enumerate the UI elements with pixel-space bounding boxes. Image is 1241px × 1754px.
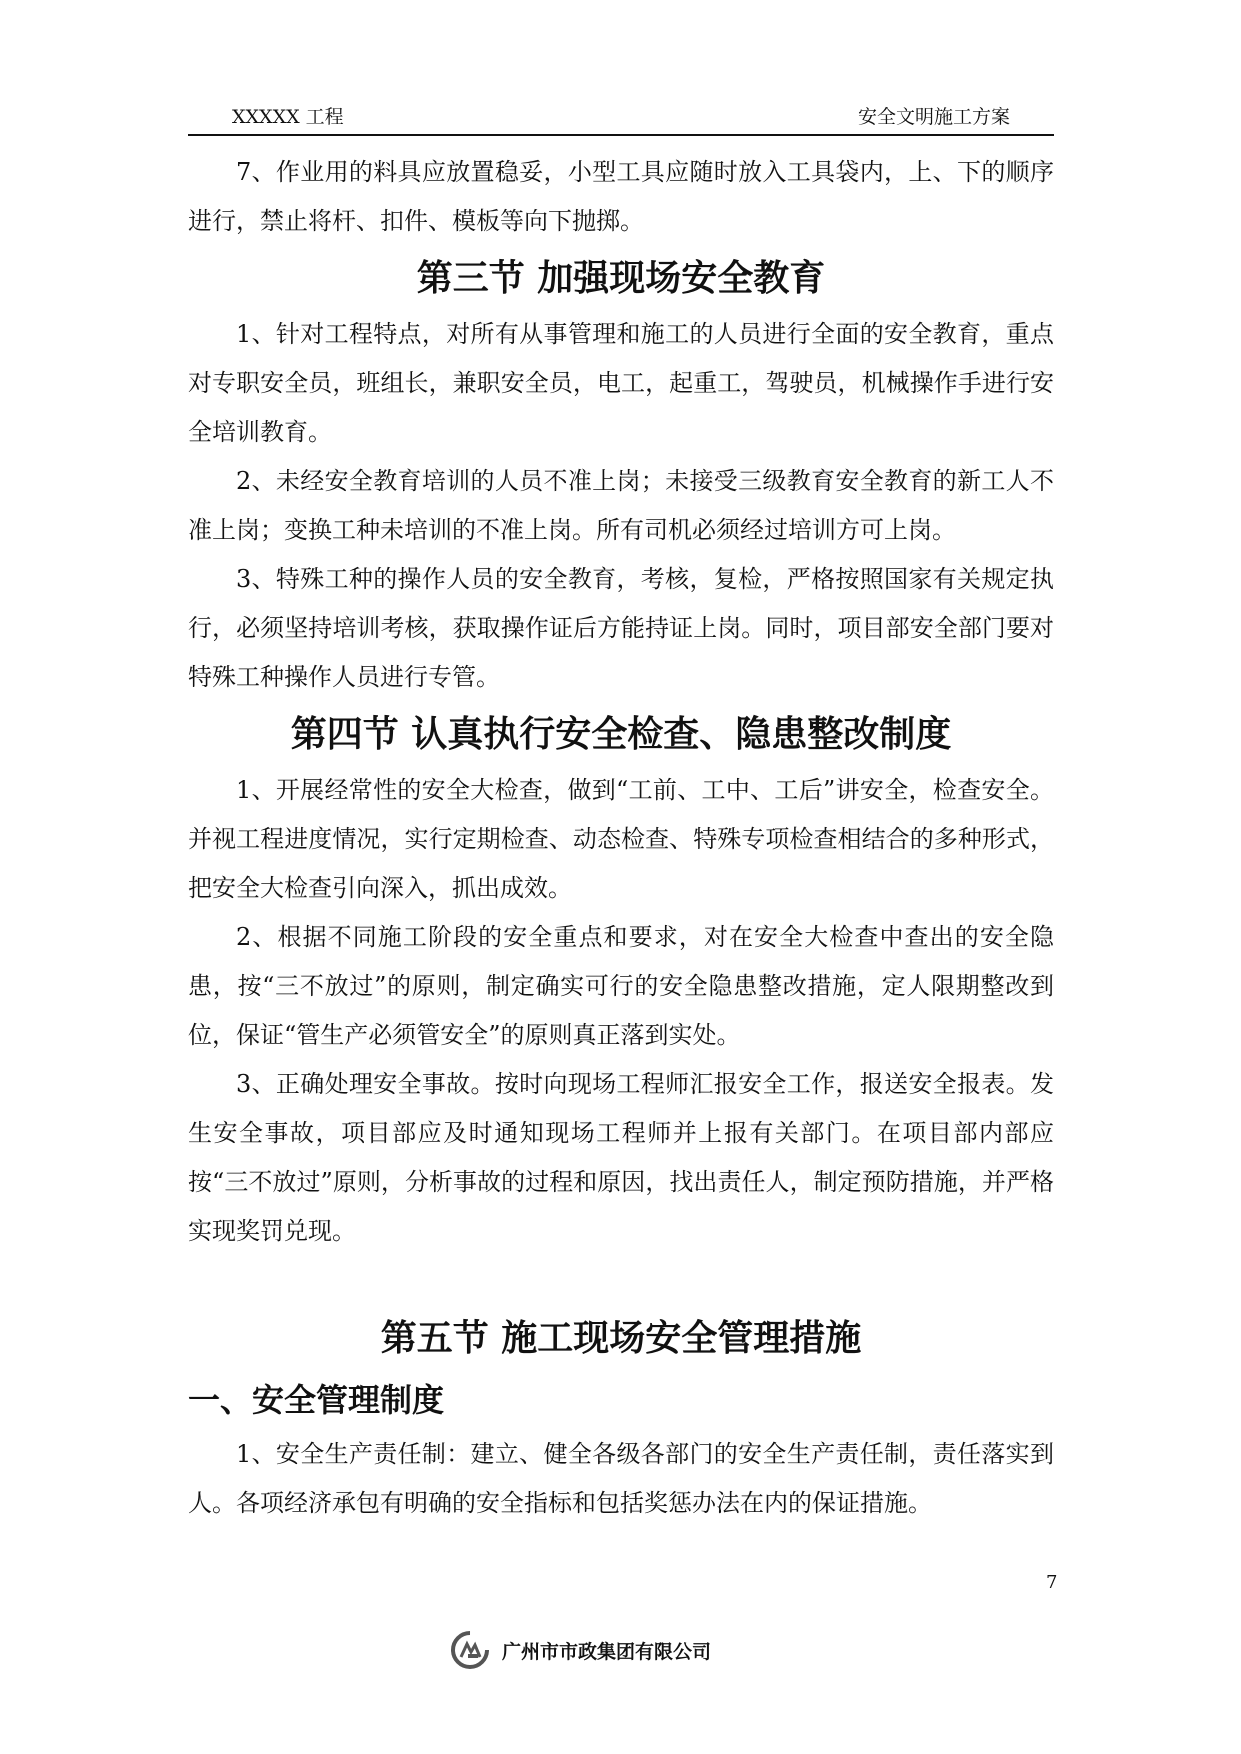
subsection-1-paragraph-1: 1、安全生产责任制：建立、健全各级各部门的安全生产责任制，责任落实到人。各项经济承包有明确的安全指标和包括奖惩办法在内的保证措施。 — [188, 1440, 1054, 1517]
footer-company-name: 广州市市政集团有限公司 — [502, 1641, 712, 1663]
header-document-title: 安全文明施工方案 — [857, 106, 1010, 128]
page-number: 7 — [1046, 1572, 1058, 1593]
section-3-paragraph-1: 1、针对工程特点，对所有从事管理和施工的人员进行全面的安全教育，重点对专职安全员，班组长，兼职安全员，电工，起重工，驾驶员，机械操作手进行安全培训教育。 — [188, 320, 1054, 446]
subsection-1-title: 一、安全管理制度 — [188, 1381, 445, 1419]
section-4-paragraph-2: 2、根据不同施工阶段的安全重点和要求，对在安全大检查中查出的安全隐患，按“三不放过”的原则，制定确实可行的安全隐患整改措施，定人限期整改到位，保证“管生产必须管安全”的原则真正落到实处。 — [188, 923, 1054, 1049]
section-4-paragraph-1: 1、开展经常性的安全大检查，做到“工前、工中、工后”讲安全，检查安全。并视工程进度情况，实行定期检查、动态检查、特殊专项检查相结合的多种形式，把安全大检查引向深入，抓出成效。 — [188, 776, 1054, 902]
paragraph-item-7: 7、作业用的料具应放置稳妥，小型工具应随时放入工具袋内，上、下的顺序进行，禁止将杆、扣件、模板等向下抛掷。 — [188, 158, 1054, 235]
page-footer — [450, 1630, 770, 1674]
section-4-paragraph-3: 3、正确处理安全事故。按时向现场工程师汇报安全工作，报送安全报表。发生安全事故，项目部应及时通知现场工程师并上报有关部门。在项目部内部应按“三不放过”原则，分析事故的过程和原因，找出责任人，制定预防措施，并严格实现奖罚兑现。 — [188, 1070, 1054, 1245]
section-3-paragraph-2: 2、未经安全教育培训的人员不准上岗；未接受三级教育安全教育的新工人不准上岗；变换工种未培训的不准上岗。所有司机必须经过培训方可上岗。 — [188, 467, 1054, 544]
section-3-paragraph-3: 3、特殊工种的操作人员的安全教育，考核，复检，严格按照国家有关规定执行，必须坚持培训考核，获取操作证后方能持证上岗。同时，项目部安全部门要对特殊工种操作人员进行专管。 — [188, 565, 1054, 691]
page-content — [188, 148, 1054, 1528]
section-4-title: 第四节 认真执行安全检查、隐患整改制度 — [290, 713, 952, 755]
section-5-title: 第五节 施工现场安全管理措施 — [380, 1317, 862, 1359]
page-header — [188, 94, 1054, 136]
section-spacer — [188, 1256, 1054, 1306]
section-3-title: 第三节 加强现场安全教育 — [416, 257, 826, 299]
header-project-name: XXXXX 工程 — [232, 106, 344, 128]
company-logo-icon — [450, 1630, 490, 1670]
